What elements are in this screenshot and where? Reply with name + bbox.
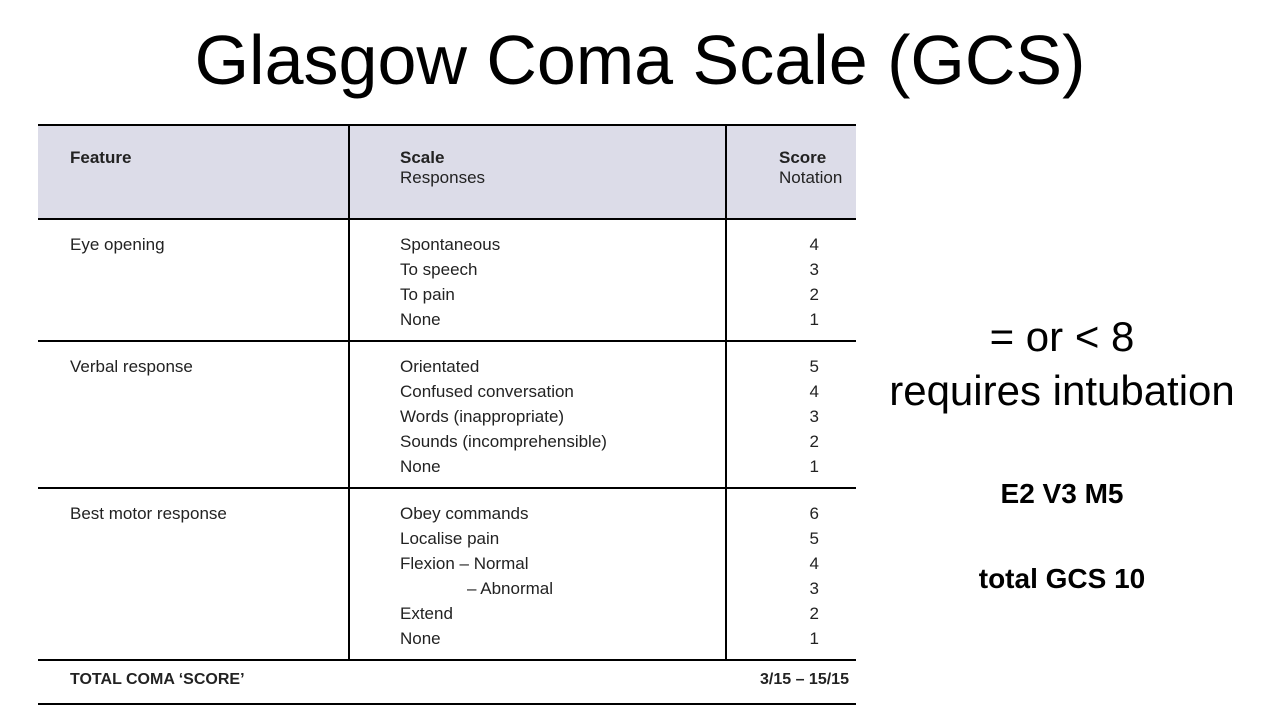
response-item: – Abnormal	[467, 579, 553, 598]
response-item: Localise pain	[400, 529, 500, 548]
responses-cell	[349, 488, 726, 660]
score-value: 5	[809, 357, 819, 376]
response-item: Sounds (incomprehensible)	[400, 432, 607, 451]
header-score-sublabel: Notation	[779, 168, 843, 187]
slide-title: Glasgow Coma Scale (GCS)	[194, 21, 1086, 99]
table-row-verbal-response	[38, 341, 856, 488]
table-header-row	[38, 125, 856, 219]
score-value: 1	[809, 629, 819, 648]
table-total-row	[38, 660, 856, 704]
response-item: Obey commands	[400, 504, 529, 523]
feature-cell	[38, 341, 349, 488]
gcs-table	[38, 124, 856, 705]
response-item: None	[400, 310, 441, 329]
score-value: 4	[809, 382, 819, 401]
response-item: Orientated	[400, 357, 480, 376]
response-item: None	[400, 629, 441, 648]
score-value: 1	[809, 457, 819, 476]
score-value: 4	[809, 235, 819, 254]
total-label: TOTAL COMA ‘SCORE’	[38, 660, 726, 704]
header-scale	[349, 125, 726, 219]
feature-label: Verbal response	[70, 357, 193, 376]
table-row-best-motor-response	[38, 488, 856, 660]
table-row-eye-opening	[38, 219, 856, 341]
response-item: Extend	[400, 604, 453, 623]
score-value: 3	[809, 407, 819, 426]
threshold-line-2: requires intubation	[889, 367, 1235, 414]
score-value: 4	[809, 554, 819, 573]
scores-cell	[726, 341, 856, 488]
responses-cell	[349, 341, 726, 488]
header-score	[726, 125, 856, 219]
feature-cell	[38, 219, 349, 341]
score-value: 2	[809, 432, 819, 451]
score-value: 3	[809, 579, 819, 598]
feature-label: Eye opening	[70, 235, 165, 254]
threshold-line-1: = or < 8	[989, 313, 1135, 360]
score-value: 6	[809, 504, 819, 523]
feature-label: Best motor response	[70, 504, 227, 523]
intubation-threshold-note	[862, 310, 1262, 418]
total-range: 3/15 – 15/15	[726, 660, 856, 704]
scores-cell	[726, 488, 856, 660]
header-scale-sublabel: Responses	[400, 168, 486, 187]
response-item: Confused conversation	[400, 382, 574, 401]
response-item: Words (inappropriate)	[400, 407, 565, 426]
score-value: 5	[809, 529, 819, 548]
response-item: Spontaneous	[400, 235, 501, 254]
score-value: 3	[809, 260, 819, 279]
responses-cell	[349, 219, 726, 341]
header-scale-label: Scale	[400, 148, 445, 167]
response-item: Flexion – Normal	[400, 554, 529, 573]
header-score-label: Score	[779, 148, 827, 167]
scores-cell	[726, 219, 856, 341]
score-value: 2	[809, 285, 819, 304]
patient-gcs-components: E2 V3 M5	[1000, 478, 1124, 509]
response-item: None	[400, 457, 441, 476]
patient-gcs-total: total GCS 10	[978, 563, 1146, 594]
score-value: 1	[809, 310, 819, 329]
response-item: To speech	[400, 260, 478, 279]
feature-cell	[38, 488, 349, 660]
header-feature	[38, 125, 349, 219]
header-feature-label: Feature	[70, 148, 132, 167]
score-value: 2	[809, 604, 819, 623]
response-item: To pain	[400, 285, 455, 304]
